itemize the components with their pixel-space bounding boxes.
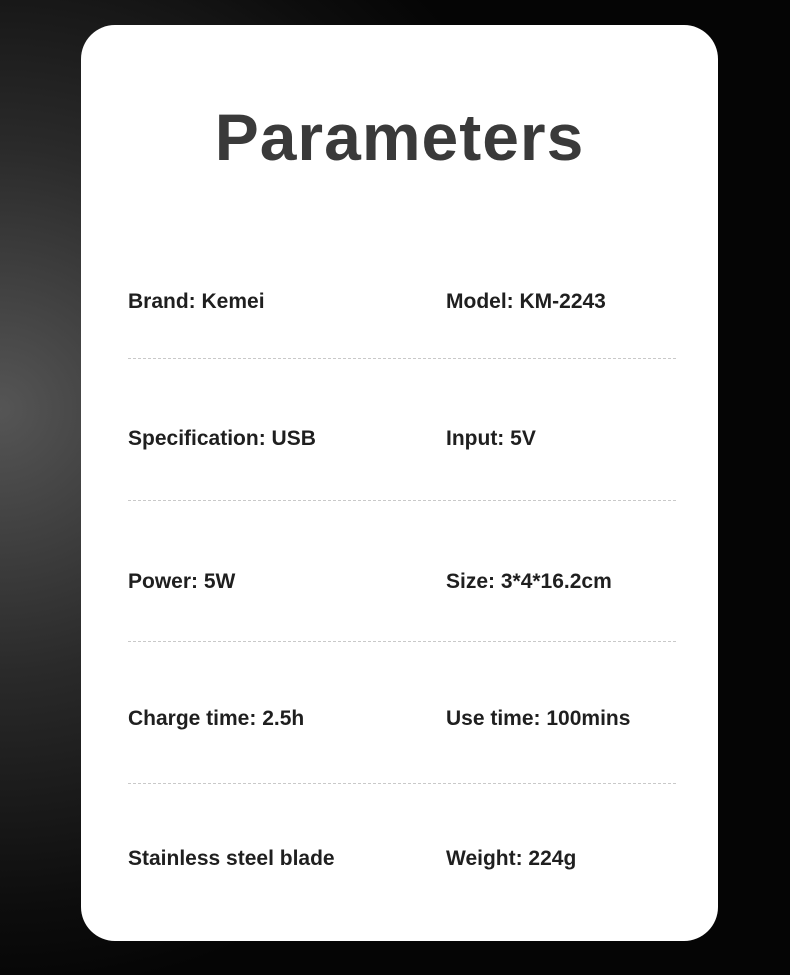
divider [128,358,676,359]
spec-row-power-size [128,567,676,597]
spec-size: Size: 3*4*16.2cm [446,570,612,593]
spec-brand: Brand: Kemei [128,290,265,313]
spec-weight: Weight: 224g [446,847,577,870]
spec-row-charge-use-time [128,704,676,734]
divider [128,641,676,642]
page-title: Parameters [214,100,585,174]
spec-row-brand-model [128,287,676,317]
divider [128,500,676,501]
divider [128,783,676,784]
parameters-card [81,25,718,941]
spec-row-specification-input [128,424,676,454]
spec-power: Power: 5W [128,570,236,593]
spec-row-blade-weight [128,844,676,874]
spec-specification: Specification: USB [128,427,316,450]
spec-blade: Stainless steel blade [128,847,335,870]
spec-use-time: Use time: 100mins [446,707,631,730]
spec-model: Model: KM-2243 [446,290,606,313]
spec-input: Input: 5V [446,427,536,450]
spec-charge-time: Charge time: 2.5h [128,707,305,730]
